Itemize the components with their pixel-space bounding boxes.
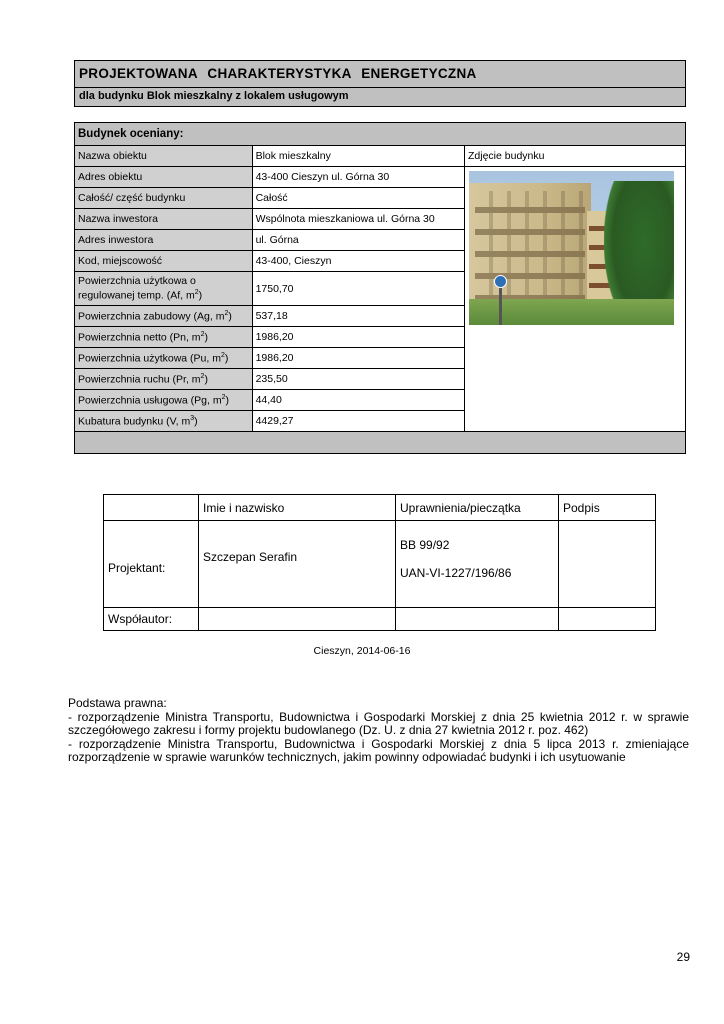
row-label: Kod, miejscowość	[75, 251, 253, 272]
people-table-header	[104, 495, 656, 521]
row-value: 1750,70	[252, 272, 464, 306]
legal-basis	[68, 697, 689, 765]
legal-item: - rozporządzenie Ministra Transportu, Budownictwa i Gospodarki Morskiej z dnia 5 lipca 2013 r. zmieniające rozporządzenie w sprawie warunków technicznych, jakim powinny odpowiadać budynki i ich usytuowanie	[68, 736, 689, 764]
designer-rights	[396, 521, 559, 608]
designer-rights-line: UAN-VI-1227/196/86	[400, 566, 512, 580]
row-value: Blok mieszkalny	[252, 146, 464, 167]
table-row	[104, 608, 656, 631]
coauthor-name	[199, 608, 396, 631]
row-value: 44,40	[252, 390, 464, 411]
row-label: Adres obiektu	[75, 167, 253, 188]
document-subtitle: dla budynku Blok mieszkalny z lokalem usługowym	[79, 90, 349, 102]
row-label: Kubatura budynku (V, $m^3$)	[75, 411, 253, 432]
designer-signature	[559, 521, 656, 608]
table-row	[75, 146, 686, 167]
row-label: Nazwa obiektu	[75, 146, 253, 167]
row-label: Powierzchnia użytkowa o regulowanej temp. (Af, $m^2$)	[75, 272, 253, 306]
coauthor-rights	[396, 608, 559, 631]
row-value: Całość	[252, 188, 464, 209]
coauthor-role: Współautor:	[104, 608, 199, 631]
building-table	[74, 122, 686, 454]
row-label: Powierzchnia zabudowy (Ag, $m^2$)	[75, 306, 253, 327]
col-signature-header: Podpis	[559, 495, 656, 521]
document-header	[74, 60, 686, 107]
row-label: Powierzchnia ruchu (Pr, $m^2$)	[75, 369, 253, 390]
row-label: Całość/ część budynku	[75, 188, 253, 209]
row-value: 1986,20	[252, 348, 464, 369]
row-value: 235,50	[252, 369, 464, 390]
people-table	[103, 494, 656, 631]
place-date: Cieszyn, 2014-06-16	[313, 645, 411, 657]
row-label: Adres inwestora	[75, 230, 253, 251]
row-label: Nazwa inwestora	[75, 209, 253, 230]
row-value: 43-400 Cieszyn ul. Górna 30	[252, 167, 464, 188]
page-number: 29	[676, 950, 690, 964]
col-rights-header: Uprawnienia/pieczątka	[396, 495, 559, 521]
building-photo	[469, 171, 674, 325]
photo-label: Zdjęcie budynku	[465, 146, 686, 167]
designer-name: Szczepan Serafin	[199, 521, 396, 608]
row-value: 537,18	[252, 306, 464, 327]
row-label: Powierzchnia usługowa (Pg, $m^2$)	[75, 390, 253, 411]
building-table-footer	[75, 432, 686, 454]
row-value: Wspólnota mieszkaniowa ul. Górna 30	[252, 209, 464, 230]
col-name-header: Imie i nazwisko	[199, 495, 396, 521]
coauthor-signature	[559, 608, 656, 631]
row-label: Powierzchnia netto (Pn, $m^2$)	[75, 327, 253, 348]
header-divider	[75, 87, 685, 88]
row-value: 4429,27	[252, 411, 464, 432]
legal-heading: Podstawa prawna:	[68, 696, 167, 710]
row-label: Powierzchnia użytkowa (Pu, $m^2$)	[75, 348, 253, 369]
designer-rights-line: BB 99/92	[400, 538, 450, 552]
table-row	[75, 167, 686, 188]
row-value: ul. Górna	[252, 230, 464, 251]
designer-role: Projektant:	[104, 521, 199, 608]
document-title: PROJEKTOWANA CHARAKTERYSTYKA ENERGETYCZNA	[79, 66, 477, 81]
legal-item: - rozporządzenie Ministra Transportu, Budownictwa i Gospodarki Morskiej z dnia 25 kwietnia 2012 r. w sprawie szczegółowego zakresu i formy projektu budowlanego (Dz. U. z dnia 27 kwietnia 2012 r. poz. 462)	[68, 709, 689, 737]
row-value: 1986,20	[252, 327, 464, 348]
table-row	[104, 521, 656, 608]
building-photo-cell	[465, 167, 686, 432]
building-section-title: Budynek oceniany:	[75, 123, 686, 146]
building-table-header	[75, 123, 686, 146]
row-value: 43-400, Cieszyn	[252, 251, 464, 272]
